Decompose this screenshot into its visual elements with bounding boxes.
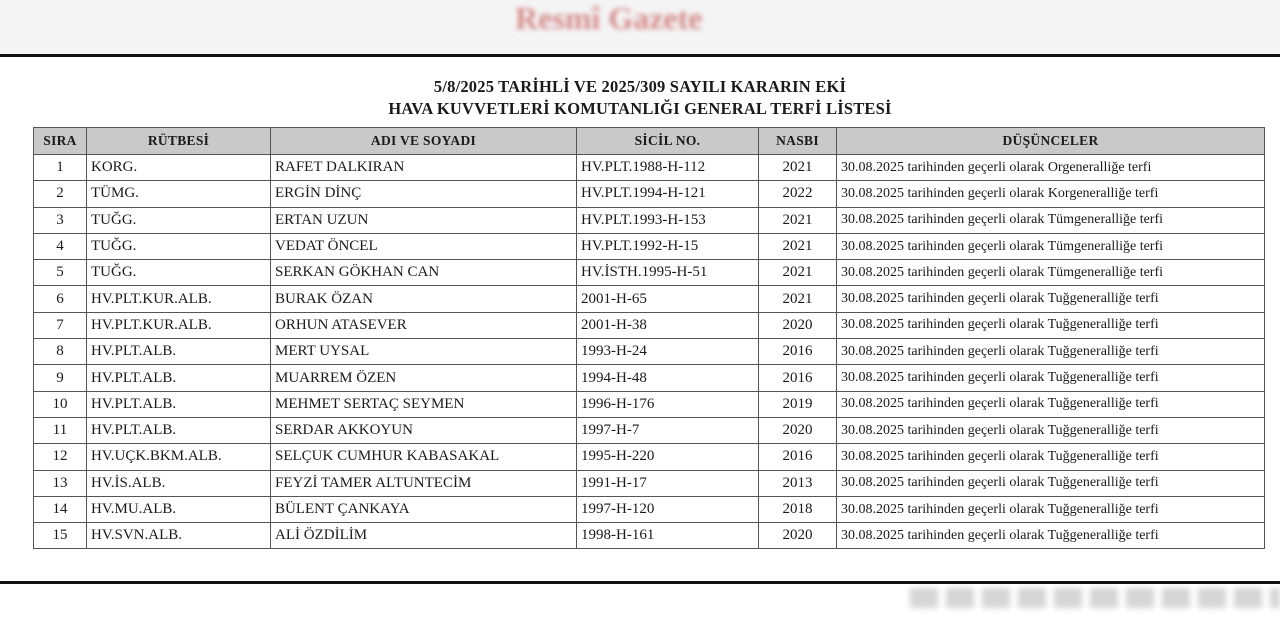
cell-adi-soyadi: BÜLENT ÇANKAYA	[271, 496, 577, 522]
cell-sicil-no: HV.PLT.1994-H-121	[577, 181, 759, 207]
cell-sira: 13	[34, 470, 87, 496]
blurred-newspaper-brand: Resmî Gazete	[515, 0, 703, 36]
cell-dusunceler: 30.08.2025 tarihinden geçerli olarak Tümgeneralliğe terfi	[837, 233, 1265, 259]
cell-dusunceler: 30.08.2025 tarihinden geçerli olarak Tuğgeneralliğe terfi	[837, 496, 1265, 522]
cell-nasbi: 2021	[759, 155, 837, 181]
cell-nasbi: 2021	[759, 233, 837, 259]
cell-sicil-no: HV.PLT.1993-H-153	[577, 207, 759, 233]
cell-rutbe: HV.PLT.ALB.	[87, 391, 271, 417]
document-title-line-1: 5/8/2025 TARİHLİ VE 2025/309 SAYILI KARARIN EKİ	[433, 77, 847, 96]
cell-rutbe: TUĞG.	[87, 260, 271, 286]
table-row	[34, 470, 1265, 496]
cell-sira: 11	[34, 417, 87, 443]
document-title	[0, 76, 1280, 120]
cell-dusunceler: 30.08.2025 tarihinden geçerli olarak Tuğgeneralliğe terfi	[837, 365, 1265, 391]
table-row	[34, 286, 1265, 312]
table-row	[34, 155, 1265, 181]
cell-rutbe: HV.PLT.ALB.	[87, 339, 271, 365]
table-row	[34, 312, 1265, 338]
cell-sicil-no: 2001-H-38	[577, 312, 759, 338]
cell-rutbe: HV.SVN.ALB.	[87, 523, 271, 549]
cell-adi-soyadi: MERT UYSAL	[271, 339, 577, 365]
cell-nasbi: 2020	[759, 523, 837, 549]
cell-sira: 15	[34, 523, 87, 549]
blurred-footer-text	[910, 588, 1280, 608]
promotion-table-header	[34, 128, 1265, 155]
cell-sira: 4	[34, 233, 87, 259]
cell-sicil-no: HV.İSTH.1995-H-51	[577, 260, 759, 286]
cell-adi-soyadi: VEDAT ÖNCEL	[271, 233, 577, 259]
cell-rutbe: TÜMG.	[87, 181, 271, 207]
cell-sicil-no: 1998-H-161	[577, 523, 759, 549]
cell-rutbe: HV.UÇK.BKM.ALB.	[87, 444, 271, 470]
cell-sira: 14	[34, 496, 87, 522]
cell-rutbe: HV.PLT.ALB.	[87, 365, 271, 391]
table-row	[34, 523, 1265, 549]
cell-sira: 5	[34, 260, 87, 286]
cell-sicil-no: HV.PLT.1992-H-15	[577, 233, 759, 259]
cell-nasbi: 2016	[759, 365, 837, 391]
cell-sicil-no: 1993-H-24	[577, 339, 759, 365]
cell-dusunceler: 30.08.2025 tarihinden geçerli olarak Tuğgeneralliğe terfi	[837, 523, 1265, 549]
promotion-table-body	[34, 155, 1265, 549]
cell-dusunceler: 30.08.2025 tarihinden geçerli olarak Tümgeneralliğe terfi	[837, 207, 1265, 233]
cell-nasbi: 2019	[759, 391, 837, 417]
cell-rutbe: HV.İS.ALB.	[87, 470, 271, 496]
cell-dusunceler: 30.08.2025 tarihinden geçerli olarak Tuğgeneralliğe terfi	[837, 391, 1265, 417]
cell-sicil-no: 1991-H-17	[577, 470, 759, 496]
column-header-sicil-no: SİCİL NO.	[577, 128, 759, 155]
cell-rutbe: HV.PLT.KUR.ALB.	[87, 286, 271, 312]
table-row	[34, 339, 1265, 365]
cell-nasbi: 2021	[759, 207, 837, 233]
cell-dusunceler: 30.08.2025 tarihinden geçerli olarak Orgeneralliğe terfi	[837, 155, 1265, 181]
cell-sira: 3	[34, 207, 87, 233]
cell-dusunceler: 30.08.2025 tarihinden geçerli olarak Tuğgeneralliğe terfi	[837, 286, 1265, 312]
cell-adi-soyadi: ERGİN DİNÇ	[271, 181, 577, 207]
cell-adi-soyadi: ORHUN ATASEVER	[271, 312, 577, 338]
cell-rutbe: KORG.	[87, 155, 271, 181]
top-rule-divider	[0, 54, 1280, 57]
table-row	[34, 260, 1265, 286]
table-row	[34, 181, 1265, 207]
cell-rutbe: TUĞG.	[87, 207, 271, 233]
cell-rutbe: HV.PLT.ALB.	[87, 417, 271, 443]
cell-nasbi: 2020	[759, 312, 837, 338]
cell-dusunceler: 30.08.2025 tarihinden geçerli olarak Tuğgeneralliğe terfi	[837, 312, 1265, 338]
cell-sira: 6	[34, 286, 87, 312]
cell-sira: 2	[34, 181, 87, 207]
blurred-header-strip	[0, 0, 1280, 54]
cell-nasbi: 2020	[759, 417, 837, 443]
cell-nasbi: 2021	[759, 286, 837, 312]
column-header-sira: SIRA	[34, 128, 87, 155]
cell-nasbi: 2016	[759, 444, 837, 470]
promotion-table	[33, 127, 1265, 549]
table-row	[34, 417, 1265, 443]
column-header-adi-soyadi: ADI VE SOYADI	[271, 128, 577, 155]
table-row	[34, 391, 1265, 417]
cell-dusunceler: 30.08.2025 tarihinden geçerli olarak Tümgeneralliğe terfi	[837, 260, 1265, 286]
cell-nasbi: 2018	[759, 496, 837, 522]
column-header-dusunceler: DÜŞÜNCELER	[837, 128, 1265, 155]
cell-adi-soyadi: SELÇUK CUMHUR KABASAKAL	[271, 444, 577, 470]
cell-dusunceler: 30.08.2025 tarihinden geçerli olarak Korgeneralliğe terfi	[837, 181, 1265, 207]
cell-adi-soyadi: MEHMET SERTAÇ SEYMEN	[271, 391, 577, 417]
cell-sira: 12	[34, 444, 87, 470]
cell-sicil-no: 1994-H-48	[577, 365, 759, 391]
cell-adi-soyadi: MUARREM ÖZEN	[271, 365, 577, 391]
table-row	[34, 444, 1265, 470]
header-row	[34, 128, 1265, 155]
cell-sicil-no: 1997-H-7	[577, 417, 759, 443]
cell-rutbe: TUĞG.	[87, 233, 271, 259]
cell-sira: 8	[34, 339, 87, 365]
cell-nasbi: 2022	[759, 181, 837, 207]
cell-dusunceler: 30.08.2025 tarihinden geçerli olarak Tuğgeneralliğe terfi	[837, 417, 1265, 443]
cell-sicil-no: HV.PLT.1988-H-112	[577, 155, 759, 181]
cell-dusunceler: 30.08.2025 tarihinden geçerli olarak Tuğgeneralliğe terfi	[837, 444, 1265, 470]
cell-sira: 1	[34, 155, 87, 181]
cell-rutbe: HV.PLT.KUR.ALB.	[87, 312, 271, 338]
cell-sira: 9	[34, 365, 87, 391]
column-header-rutbe: RÜTBESİ	[87, 128, 271, 155]
cell-sira: 7	[34, 312, 87, 338]
cell-sicil-no: 1997-H-120	[577, 496, 759, 522]
cell-sicil-no: 2001-H-65	[577, 286, 759, 312]
cell-nasbi: 2016	[759, 339, 837, 365]
cell-sira: 10	[34, 391, 87, 417]
table-row	[34, 496, 1265, 522]
table-row	[34, 233, 1265, 259]
cell-adi-soyadi: SERDAR AKKOYUN	[271, 417, 577, 443]
cell-sicil-no: 1995-H-220	[577, 444, 759, 470]
cell-dusunceler: 30.08.2025 tarihinden geçerli olarak Tuğgeneralliğe terfi	[837, 470, 1265, 496]
cell-dusunceler: 30.08.2025 tarihinden geçerli olarak Tuğgeneralliğe terfi	[837, 339, 1265, 365]
table-row	[34, 365, 1265, 391]
cell-nasbi: 2021	[759, 260, 837, 286]
cell-rutbe: HV.MU.ALB.	[87, 496, 271, 522]
column-header-nasbi: NASBI	[759, 128, 837, 155]
cell-adi-soyadi: ALİ ÖZDİLİM	[271, 523, 577, 549]
table-row	[34, 207, 1265, 233]
cell-sicil-no: 1996-H-176	[577, 391, 759, 417]
cell-adi-soyadi: FEYZİ TAMER ALTUNTECİM	[271, 470, 577, 496]
blurred-footer-strip	[0, 584, 1280, 640]
cell-adi-soyadi: ERTAN UZUN	[271, 207, 577, 233]
cell-adi-soyadi: SERKAN GÖKHAN CAN	[271, 260, 577, 286]
cell-adi-soyadi: RAFET DALKIRAN	[271, 155, 577, 181]
cell-nasbi: 2013	[759, 470, 837, 496]
cell-adi-soyadi: BURAK ÖZAN	[271, 286, 577, 312]
document-title-line-2: HAVA KUVVETLERİ KOMUTANLIĞI GENERAL TERFİ LİSTESİ	[388, 99, 892, 118]
